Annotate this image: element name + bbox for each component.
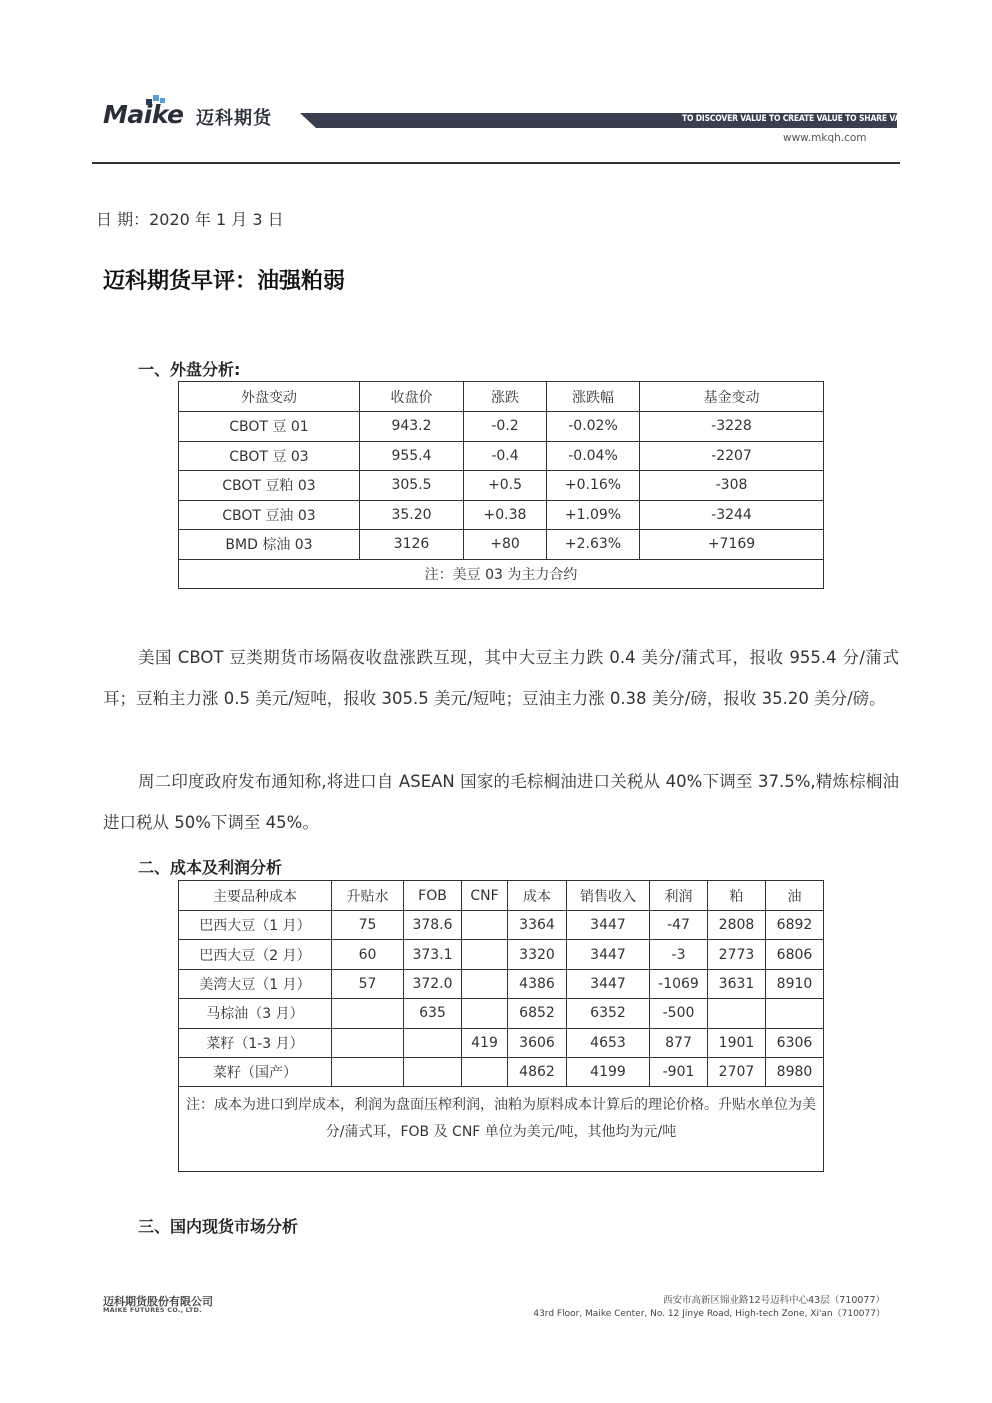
table-note: 注：美豆 03 为主力合约 xyxy=(179,559,824,589)
table-cell: 57 xyxy=(332,969,404,998)
header-divider xyxy=(92,162,900,164)
table-cell: 75 xyxy=(332,911,404,940)
table-cell: 4199 xyxy=(567,1057,650,1086)
table-cell xyxy=(332,1028,404,1057)
logo-wordmark: Maike xyxy=(103,100,184,129)
website-link[interactable]: www.mkqh.com xyxy=(783,132,867,144)
table-cell: +0.5 xyxy=(464,471,547,501)
table-cell xyxy=(404,1028,462,1057)
table-cell: 6806 xyxy=(766,940,824,969)
table-cell: +0.38 xyxy=(464,500,547,530)
table-cell xyxy=(462,1057,508,1086)
table-cell: 3447 xyxy=(567,940,650,969)
table-cell: 6852 xyxy=(508,999,567,1028)
column-header: 销售收入 xyxy=(567,881,650,911)
table-cell: 美湾大豆（1 月） xyxy=(179,969,332,998)
column-header: FOB xyxy=(404,881,462,911)
column-header: 成本 xyxy=(508,881,567,911)
table-cell: -308 xyxy=(640,471,824,501)
table-cell: CBOT 豆 01 xyxy=(179,412,360,442)
table-cell: -0.02% xyxy=(547,412,640,442)
table-cell: 419 xyxy=(462,1028,508,1057)
table-row xyxy=(179,412,824,442)
table-cell: 1901 xyxy=(708,1028,766,1057)
table-cell: 3364 xyxy=(508,911,567,940)
table-cell: 8910 xyxy=(766,969,824,998)
table-header-row xyxy=(179,382,824,412)
table-cell: 3447 xyxy=(567,969,650,998)
table-cell: 3320 xyxy=(508,940,567,969)
table-cell: 6352 xyxy=(567,999,650,1028)
table-cell: -3244 xyxy=(640,500,824,530)
table-cell: 943.2 xyxy=(360,412,464,442)
table-cell: +2.63% xyxy=(547,530,640,560)
table-cell: 305.5 xyxy=(360,471,464,501)
table-cell: 巴西大豆（1 月） xyxy=(179,911,332,940)
table-cell: 877 xyxy=(650,1028,708,1057)
table-cell: +0.16% xyxy=(547,471,640,501)
column-header: 基金变动 xyxy=(640,382,824,412)
table-cell: 2808 xyxy=(708,911,766,940)
table-cell: 巴西大豆（2 月） xyxy=(179,940,332,969)
table-cell: 2773 xyxy=(708,940,766,969)
table-cell: +1.09% xyxy=(547,500,640,530)
table-cell xyxy=(766,999,824,1028)
table-cell: 4386 xyxy=(508,969,567,998)
table-cell: -47 xyxy=(650,911,708,940)
table-row xyxy=(179,500,824,530)
table-cell: -3228 xyxy=(640,412,824,442)
table-cell: 6306 xyxy=(766,1028,824,1057)
table-row xyxy=(179,530,824,560)
paragraph-cbot-summary: 美国 CBOT 豆类期货市场隔夜收盘涨跌互现，其中大豆主力跌 0.4 美分/蒲式耳，报收 955.4 分/蒲式耳；豆粕主力涨 0.5 美元/短吨，报收 305.5 美元/短吨；豆油主力涨 0.38 美分/磅，报收 35.20 美分/磅。 xyxy=(103,648,899,708)
footer-address-en: 43rd Floor, Maike Center, No. 12 Jinye Road, High-tech Zone, Xi'an（710077） xyxy=(533,1309,885,1319)
column-header: 涨跌幅 xyxy=(547,382,640,412)
table-cell: 378.6 xyxy=(404,911,462,940)
table-cell xyxy=(332,1057,404,1086)
table-cell: 4862 xyxy=(508,1057,567,1086)
table-cell: 373.1 xyxy=(404,940,462,969)
column-header: CNF xyxy=(462,881,508,911)
table-note: 注：成本为进口到岸成本，利润为盘面压榨利润，油粕为原料成本计算后的理论价格。升贴水单位为美分/蒲式耳，FOB 及 CNF 单位为美元/吨，其他均为元/吨 xyxy=(179,1087,824,1172)
table-cell: 4653 xyxy=(567,1028,650,1057)
footer-company-name: 迈科期货股份有限公司 xyxy=(103,1295,213,1308)
column-header: 利润 xyxy=(650,881,708,911)
table-cell: 372.0 xyxy=(404,969,462,998)
footer-company-name-en: MAIKE FUTURES CO., LTD. xyxy=(103,1306,202,1314)
section-heading-overseas: 一、外盘分析: xyxy=(138,360,241,379)
table-cell xyxy=(462,940,508,969)
footer-address: 西安市高新区锦业路12号迈科中心43层（710077） xyxy=(663,1295,885,1306)
table-cell: 8980 xyxy=(766,1057,824,1086)
table-cell xyxy=(332,999,404,1028)
table-header-row xyxy=(179,881,824,911)
column-header: 收盘价 xyxy=(360,382,464,412)
table-cell: CBOT 豆粕 03 xyxy=(179,471,360,501)
report-date: 日 期：2020 年 1 月 3 日 xyxy=(96,210,284,229)
table-row xyxy=(179,940,824,969)
report-title: 迈科期货早评：油强粕弱 xyxy=(103,269,346,294)
table-cell: 3447 xyxy=(567,911,650,940)
table-cell xyxy=(462,969,508,998)
table-cell: 马棕油（3 月） xyxy=(179,999,332,1028)
table-cell xyxy=(462,911,508,940)
section-heading-domestic-spot: 三、国内现货市场分析 xyxy=(138,1217,299,1236)
cost-profit-table xyxy=(178,880,824,1172)
table-cell xyxy=(708,999,766,1028)
table-cell: -500 xyxy=(650,999,708,1028)
column-header: 升贴水 xyxy=(332,881,404,911)
table-cell: -0.2 xyxy=(464,412,547,442)
table-row xyxy=(179,1028,824,1057)
table-cell: -2207 xyxy=(640,441,824,471)
table-cell: 35.20 xyxy=(360,500,464,530)
section-heading-cost-profit: 二、成本及利润分析 xyxy=(138,858,283,877)
table-cell: 955.4 xyxy=(360,441,464,471)
table-cell: 60 xyxy=(332,940,404,969)
table-cell: BMD 棕油 03 xyxy=(179,530,360,560)
table-cell: CBOT 豆油 03 xyxy=(179,500,360,530)
table-cell: CBOT 豆 03 xyxy=(179,441,360,471)
table-cell: -0.04% xyxy=(547,441,640,471)
table-cell xyxy=(462,999,508,1028)
table-cell: +80 xyxy=(464,530,547,560)
table-cell: -1069 xyxy=(650,969,708,998)
table-cell: 3606 xyxy=(508,1028,567,1057)
table-row xyxy=(179,471,824,501)
table-cell: 菜籽（1-3 月） xyxy=(179,1028,332,1057)
table-cell: -901 xyxy=(650,1057,708,1086)
table-note-row xyxy=(179,559,824,589)
table-cell: 635 xyxy=(404,999,462,1028)
table-cell: 3631 xyxy=(708,969,766,998)
column-header: 主要品种成本 xyxy=(179,881,332,911)
column-header: 油 xyxy=(766,881,824,911)
paragraph-india-tariff: 周二印度政府发布通知称,将进口自 ASEAN 国家的毛棕榈油进口关税从 40%下调至 37.5%,精炼棕榈油进口税从 50%下调至 45%。 xyxy=(103,772,899,832)
column-header: 涨跌 xyxy=(464,382,547,412)
table-note-row xyxy=(179,1087,824,1172)
table-cell: 3126 xyxy=(360,530,464,560)
table-cell: -3 xyxy=(650,940,708,969)
table-row xyxy=(179,969,824,998)
column-header: 粕 xyxy=(708,881,766,911)
table-row xyxy=(179,911,824,940)
table-row xyxy=(179,999,824,1028)
table-cell xyxy=(404,1057,462,1086)
logo-chinese-name: 迈科期货 xyxy=(196,108,272,129)
overseas-market-table xyxy=(178,381,824,589)
table-cell: 6892 xyxy=(766,911,824,940)
table-row xyxy=(179,441,824,471)
table-cell: 菜籽（国产） xyxy=(179,1057,332,1086)
table-cell: -0.4 xyxy=(464,441,547,471)
column-header: 外盘变动 xyxy=(179,382,360,412)
table-row xyxy=(179,1057,824,1086)
table-cell: +7169 xyxy=(640,530,824,560)
table-cell: 2707 xyxy=(708,1057,766,1086)
slogan-text: TO DISCOVER VALUE TO CREATE VALUE TO SHARE VALUE xyxy=(682,114,916,124)
